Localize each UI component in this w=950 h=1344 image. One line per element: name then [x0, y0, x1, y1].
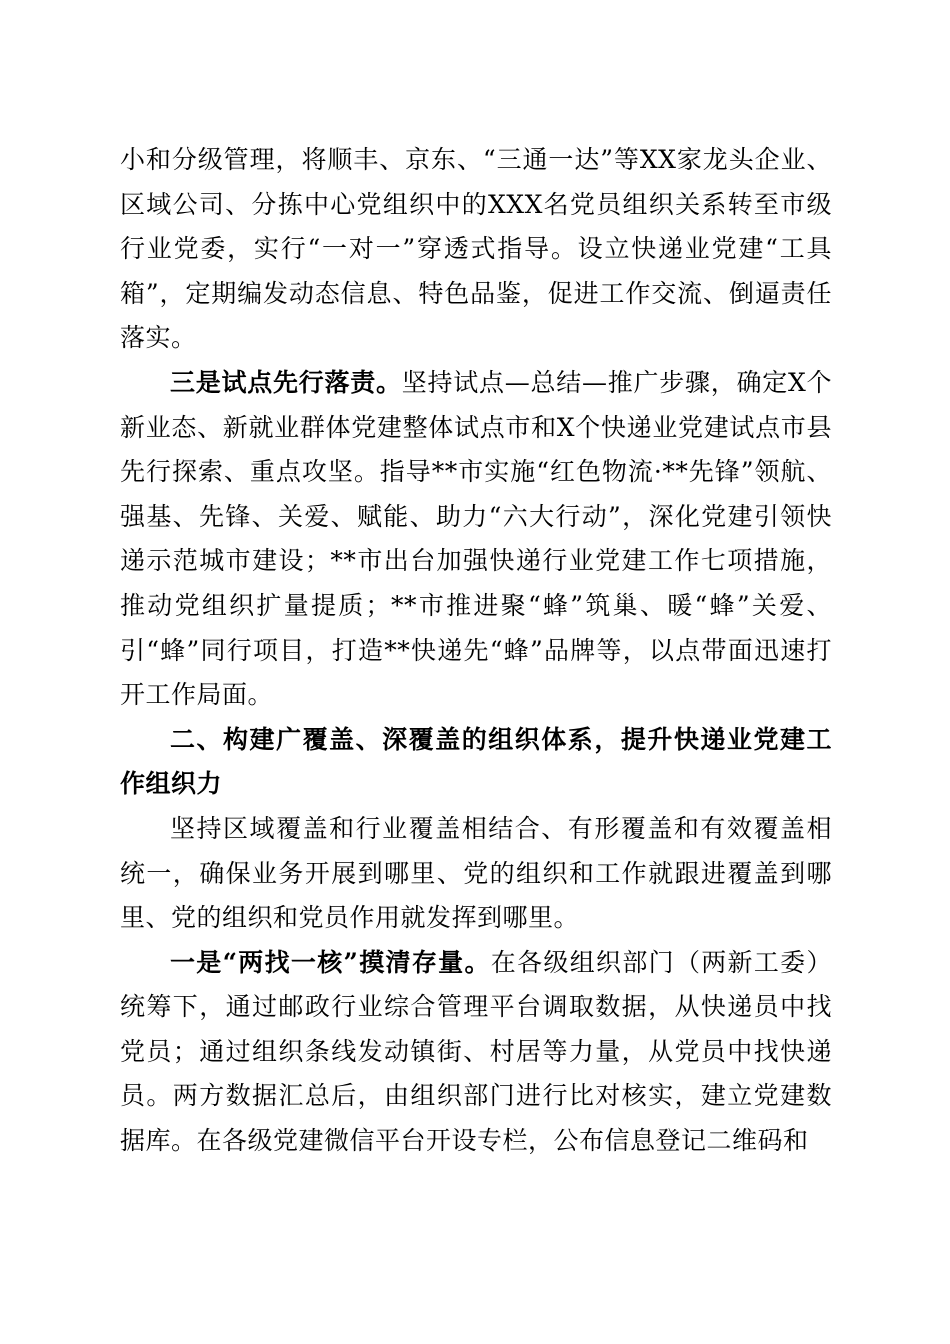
- paragraph-text: 坚持区域覆盖和行业覆盖相结合、有形覆盖和有效覆盖相统一，确保业务开展到哪里、党的组织和工作就跟进覆盖到哪里、党的组织和党员作用就发挥到哪里。: [120, 813, 832, 933]
- paragraph-coverage: [120, 807, 832, 941]
- document-page: [120, 138, 832, 1164]
- paragraph-text: 小和分级管理，将顺丰、京东、“三通一达”等XX家龙头企业、区域公司、分拣中心党组织中的XXX名党员组织关系转至市级行业党委，实行“一对一”穿透式指导。设立快递业党建“工具箱”，定期编发动态信息、特色品鉴，促进工作交流、倒逼责任落实。: [120, 145, 832, 353]
- section-heading: 二、构建广覆盖、深覆盖的组织体系，提升快递业党建工作组织力: [120, 724, 832, 799]
- paragraph-lead: 一是“两找一核”摸清存量。: [170, 947, 491, 977]
- paragraph-lead: 三是试点先行落责。: [170, 367, 402, 397]
- paragraph-pilot-first: [120, 361, 832, 718]
- paragraph-text: 在各级组织部门（两新工委）统筹下，通过邮政行业综合管理平台调取数据，从快递员中找党员；通过组织条线发动镇街、村居等力量，从党员中找快递员。两方数据汇总后，由组织部门进行比对核实，建立党建数据库。在各级党建微信平台开设专栏，公布信息登记二维码和: [120, 947, 832, 1156]
- paragraph-continued: [120, 138, 832, 361]
- paragraph-text: 坚持试点—总结—推广步骤，确定X个新业态、新就业群体党建整体试点市和X个快递业党建试点市县先行探索、重点攻坚。指导**市实施“红色物流·**先锋”领航、强基、先锋、关爱、赋能、助力“六大行动”，深化党建引领快递示范城市建设；**市出台加强快递行业党建工作七项措施，推动党组织扩量提质；**市推进聚“蜂”筑巢、暖“蜂”关爱、引“蜂”同行项目，打造**快递先“蜂”品牌等，以点带面迅速打开工作局面。: [120, 367, 832, 710]
- paragraph-two-find-one-check: [120, 941, 832, 1164]
